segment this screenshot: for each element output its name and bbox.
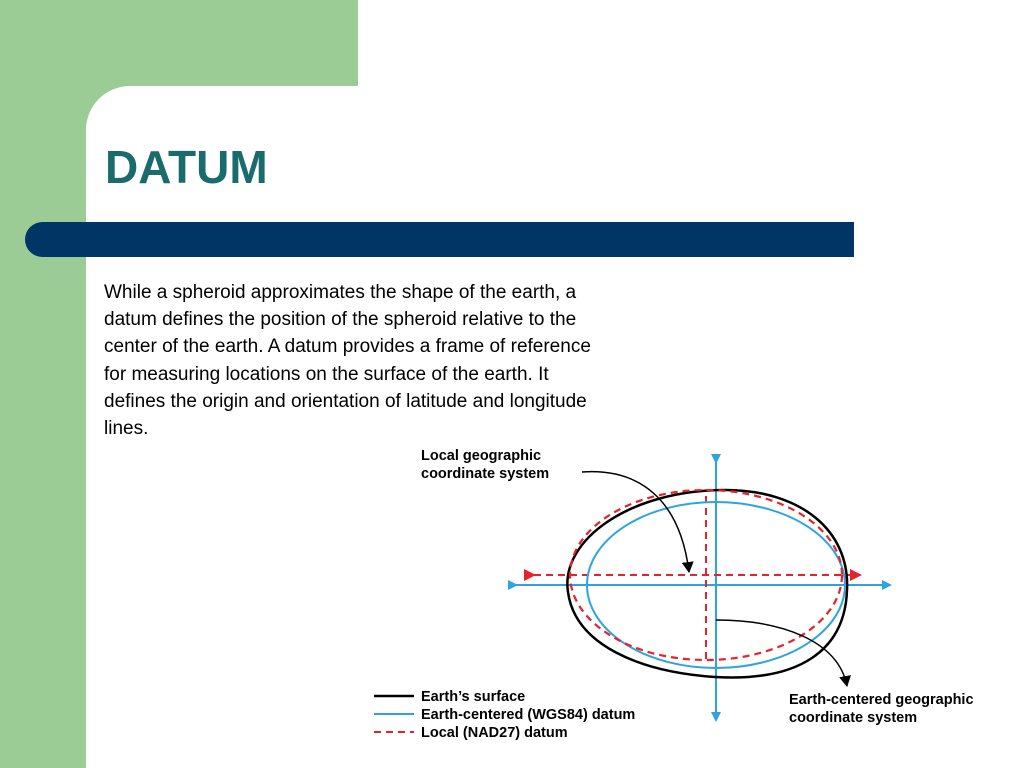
callout-earth-centered-arrow [716, 620, 847, 686]
legend [374, 689, 635, 741]
callout-earth-centered-line2: coordinate system [789, 710, 918, 726]
slide-title: DATUM [105, 141, 268, 193]
legend-label-nad27: Local (NAD27) datum [421, 725, 568, 741]
legend-label-wgs84: Earth-centered (WGS84) datum [421, 707, 636, 723]
body-paragraph: While a spheroid approximates the shape of the earth, a datum defines the position of the spheroid relative to the center of the earth. A datum provides a frame of reference for measuring locations on the surface of the earth. It defines the origin and orientation of latitude and longitude lines. [104, 282, 591, 440]
callout-local-arrow [582, 472, 689, 572]
callout-local-line1: Local geographic [421, 448, 542, 464]
earth-surface-ellipse [567, 490, 847, 678]
callout-local-line2: coordinate system [421, 466, 550, 482]
callout-earth-centered-line1: Earth-centered geographic [789, 692, 974, 708]
legend-label-earth-surface: Earth’s surface [421, 689, 526, 705]
